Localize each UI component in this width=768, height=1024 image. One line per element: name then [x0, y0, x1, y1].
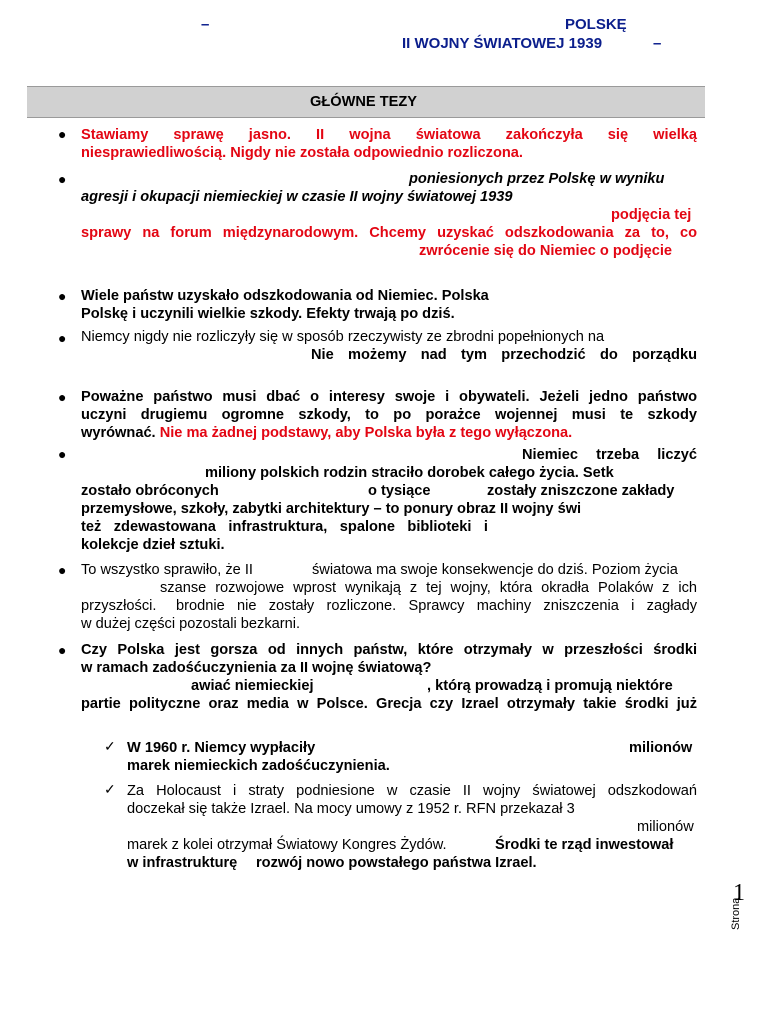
bullet-6-line-6: kolekcje dzieł sztuki. — [81, 537, 225, 553]
banner-title: GŁÓWNE TEZY — [310, 94, 418, 110]
check-2-line-4a: marek z kolei otrzymał Światowy Kongres Żydów. — [127, 837, 447, 853]
bullet-8-line-1: Czy Polska jest gorsza od innych państw, które otrzymały w przeszłości środki — [81, 642, 697, 658]
bullet-8-line-2: w ramach zadośćuczynienia za II wojnę światową? — [81, 660, 432, 676]
bullet-2-line-4: sprawy na forum międzynarodowym. Chcemy uzyskać odszkodowania za to, co — [81, 225, 697, 241]
bullet-4-line-2: Nie możemy nad tym przechodzić do porządku — [311, 347, 697, 363]
section-banner — [27, 86, 705, 118]
check-1-line-2: marek niemieckich zadośćuczynienia. — [127, 758, 390, 774]
check-2-line-4b: Środki te rząd inwestował — [495, 837, 674, 853]
bullet-5-line-3 — [81, 424, 572, 442]
check-1-line-1a: W 1960 r. Niemcy wypłaciły — [127, 740, 316, 756]
bullet-6-line-1: Niemiec trzeba liczyć — [522, 447, 697, 463]
bullet-3-line-1: Wiele państw uzyskało odszkodowania od Niemiec. Polska — [81, 288, 489, 304]
bullet-icon: ● — [58, 171, 67, 187]
checkmark-icon: ✓ — [104, 781, 116, 797]
bullet-icon: ● — [58, 642, 67, 658]
bullet-6-line-3a: zostało obróconych — [81, 483, 219, 499]
check-2-line-3: milionów — [637, 819, 694, 835]
bullet-icon: ● — [58, 288, 67, 304]
bullet-7-line-1a: To wszystko sprawiło, że II — [81, 562, 253, 578]
bullet-2-line-1: poniesionych przez Polskę w wyniku — [409, 171, 665, 187]
bullet-7-line-3b: brodnie nie zostały rozliczone. Sprawcy machiny zniszczenia i zagłady — [176, 598, 697, 614]
bullet-2-line-3: podjęcia tej — [611, 207, 692, 223]
bullet-8-line-3b: , którą prowadzą i promują niektóre — [427, 678, 673, 694]
bullet-5-line-1: Poważne państwo musi dbać o interesy swoje i obywateli. Jeżeli jedno państwo — [81, 389, 697, 405]
bullet-icon: ● — [58, 562, 67, 578]
bullet-7-line-3a: przyszłości. — [81, 598, 157, 614]
bullet-2-line-5: zwrócenie się do Niemiec o podjęcie — [419, 243, 673, 259]
bullet-icon: ● — [58, 126, 67, 142]
bullet-6-line-5: też zdewastowana infrastruktura, spalone biblioteki i — [81, 519, 488, 535]
bullet-8-line-3a: awiać niemieckiej — [191, 678, 314, 694]
bullet-icon: ● — [58, 330, 67, 346]
bullet-7-line-1b: światowa ma swoje konsekwencje do dziś. Poziom życia — [312, 562, 678, 578]
bullet-1-line-2: niesprawiedliwością. Nigdy nie została odpowiednio rozliczona. — [81, 145, 523, 161]
page-number: 1 — [733, 880, 745, 906]
bullet-8-line-4: partie polityczne oraz media w Polsce. Grecja czy Izrael otrzymały takie środki już — [81, 696, 697, 712]
bullet-5-line-2: uczyni drugiemu ogromne szkody, to po porażce wojennej musi te szkody — [81, 407, 697, 423]
check-2-line-1: Za Holocaust i straty podniesione w czasie II wojny światowej odszkodowań — [127, 783, 697, 799]
check-1-line-1b: milionów — [629, 740, 693, 756]
bullet-1-line-1: Stawiamy sprawę jasno. II wojna światowa zakończyła się wielką — [81, 127, 697, 143]
header-title-line2: II WOJNY ŚWIATOWEJ 1939 — [402, 35, 603, 52]
check-2-line-2: doczekał się także Izrael. Na mocy umowy z 1952 r. RFN przekazał 3 — [127, 801, 575, 817]
page-label: Strona — [730, 897, 742, 930]
bullet-4-line-1: Niemcy nigdy nie rozliczyły się w sposób rzeczywisty ze zbrodni popełnionych na — [81, 329, 605, 345]
checkmark-icon: ✓ — [104, 738, 116, 754]
bullet-icon: ● — [58, 446, 67, 462]
check-2-line-5b: rozwój nowo powstałego państwa Izrael. — [256, 855, 537, 871]
bullet-6-line-2: miliony polskich rodzin straciło dorobek całego życia. Setk — [205, 465, 614, 481]
bullet-5-line-3-black: wyrównać. — [81, 425, 156, 441]
bullet-6-line-4: przemysłowe, szkoły, zabytki architektury – to ponury obraz II wojny świ — [81, 501, 582, 517]
header-dash-right: – — [653, 35, 662, 52]
bullet-6-line-3b: o tysiące — [368, 483, 431, 499]
bullet-icon: ● — [58, 389, 67, 405]
bullet-7-line-2: szanse rozwojowe wprost wynikają z tej wojny, która okradła Polaków z ich — [160, 580, 697, 596]
header-polske: POLSKĘ — [565, 16, 627, 33]
bullet-6-line-3c: zostały zniszczone zakłady — [487, 483, 675, 499]
bullet-2-line-2: agresji i okupacji niemieckiej w czasie II wojny światowej 1939 — [81, 189, 513, 205]
check-2-line-5a: w infrastrukturę — [127, 855, 238, 871]
bullet-5-line-3-red: Nie ma żadnej podstawy, aby Polska była z tego wyłączona. — [159, 425, 573, 441]
bullet-3-line-2: Polskę i uczynili wielkie szkody. Efekty trwają po dziś. — [81, 306, 455, 322]
bullet-7-line-4: w dużej części pozostali bezkarni. — [81, 616, 301, 632]
header-dash-left: – — [201, 16, 210, 33]
